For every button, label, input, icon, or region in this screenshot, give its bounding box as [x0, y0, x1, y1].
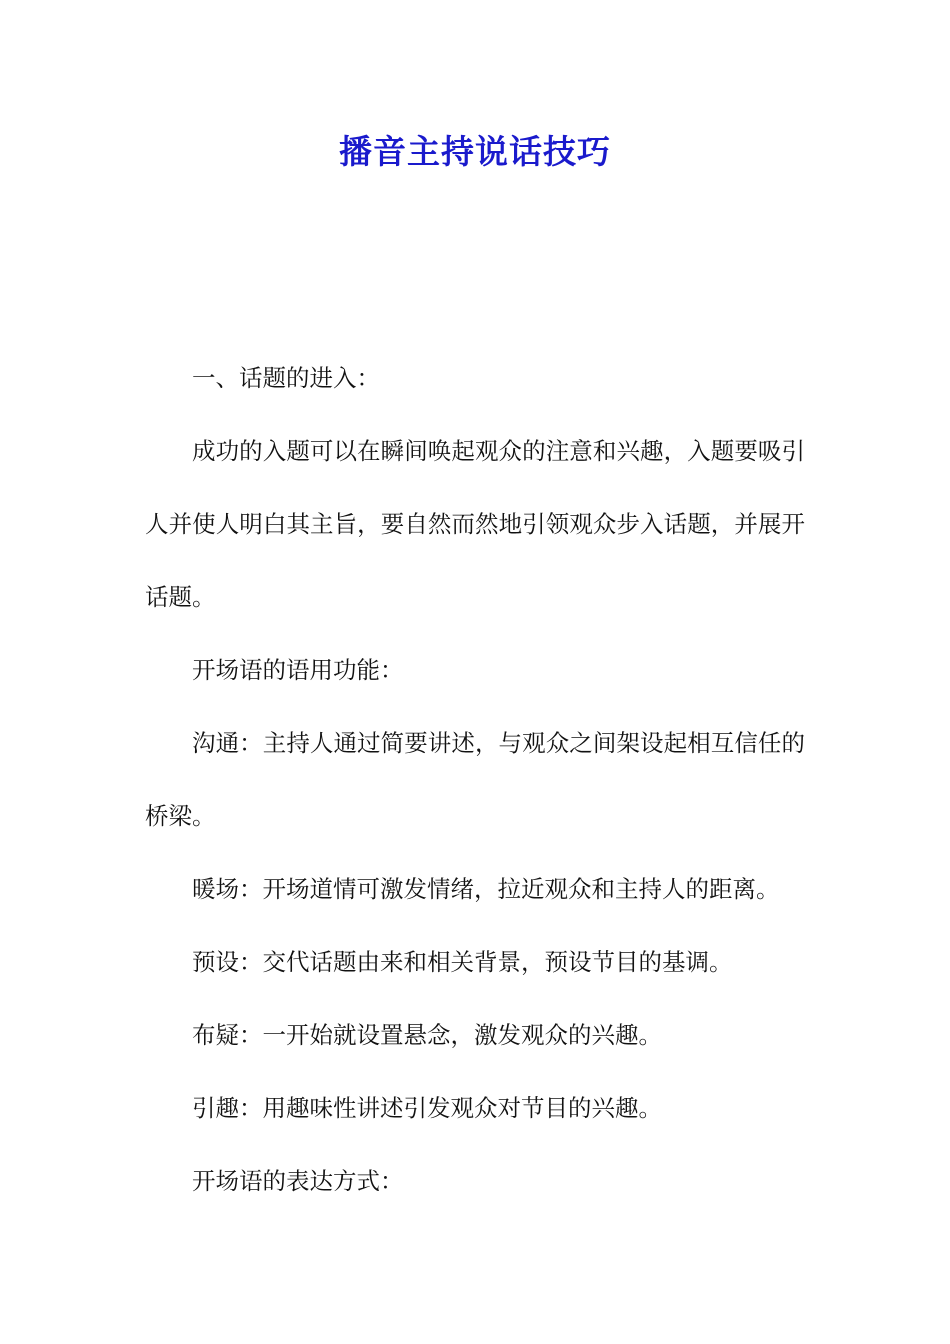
- subheading-expression-methods: 开场语的表达方式：: [192, 1167, 404, 1195]
- subheading-pragmatic-functions: 开场语的语用功能：: [192, 656, 404, 684]
- paragraph-interest: 引趣：用趣味性讲述引发观众对节目的兴趣。: [192, 1094, 662, 1122]
- document-title: 播音主持说话技巧: [339, 132, 611, 171]
- paragraph-suspense: 布疑：一开始就设置悬念，激发观众的兴趣。: [192, 1021, 662, 1049]
- paragraph-successful-entry: 成功的入题可以在瞬间唤起观众的注意和兴趣，入题要吸引人并使人明白其主旨，要自然而然地引领观众步入话题，并展开话题。: [145, 437, 805, 611]
- document-body: [145, 342, 805, 1218]
- paragraph-warm-up: 暖场：开场道情可激发情绪，拉近观众和主持人的距离。: [192, 875, 780, 903]
- paragraph-presupposition: 预设：交代话题由来和相关背景，预设节目的基调。: [192, 948, 733, 976]
- paragraph-communication: 沟通：主持人通过简要讲述，与观众之间架设起相互信任的桥梁。: [145, 729, 805, 830]
- section-heading-topic-entry: 一、话题的进入：: [192, 364, 380, 392]
